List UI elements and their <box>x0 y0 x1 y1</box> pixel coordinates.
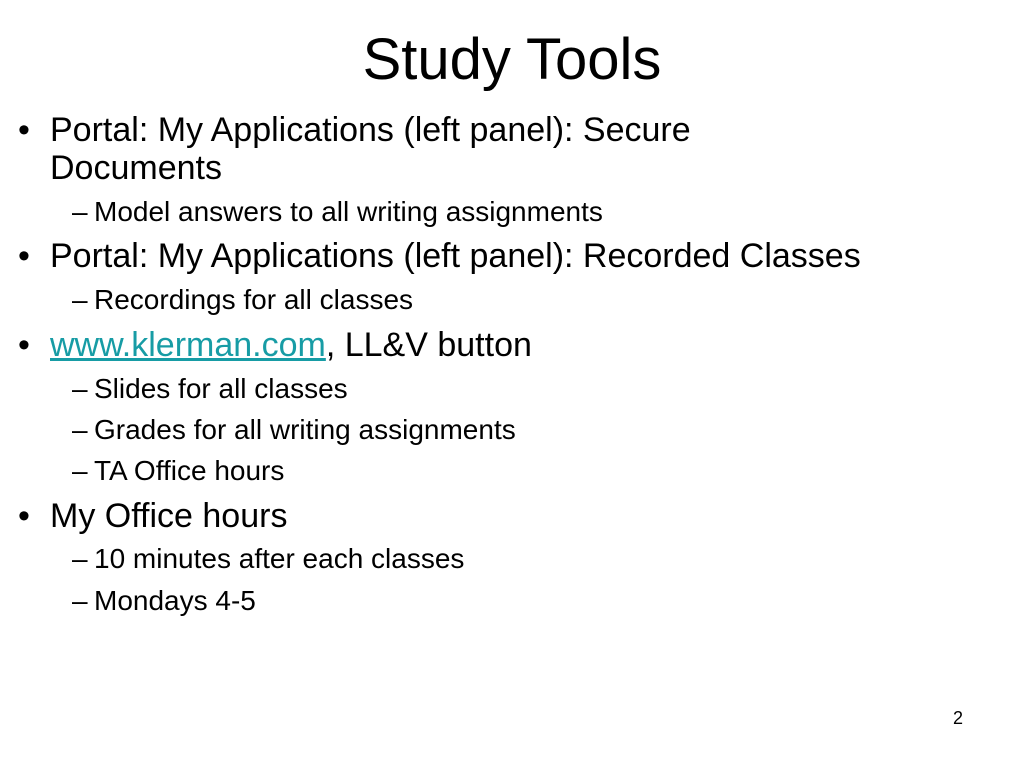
bullet-my-office-hours <box>18 497 288 535</box>
bullet-marker: • <box>18 326 30 364</box>
bullet-secure-documents-continued <box>50 149 222 187</box>
sub-bullet-mondays <box>72 585 256 617</box>
sub-bullet-grades <box>72 414 516 446</box>
klerman-link[interactable]: www.klerman.com <box>50 326 326 364</box>
sub-bullet-marker: – <box>72 373 88 404</box>
bullet-marker: • <box>18 237 30 275</box>
sub-bullet-text: Mondays 4-5 <box>94 585 256 616</box>
sub-bullet-marker: – <box>72 196 88 227</box>
bullet-secure-documents <box>18 111 691 149</box>
bullet-marker: • <box>18 111 30 149</box>
sub-bullet-text: Slides for all classes <box>94 373 348 404</box>
sub-bullet-text: Recordings for all classes <box>94 284 414 315</box>
bullet-klerman-link <box>18 326 532 364</box>
bullet-text: Portal: My Applications (left panel): Recorded Classes <box>50 237 861 275</box>
sub-bullet-text: Model answers to all writing assignments <box>94 196 603 227</box>
bullet-text: , LL&V button <box>325 326 532 364</box>
slide-title: Study Tools <box>362 27 662 92</box>
bullet-marker: • <box>18 497 30 535</box>
sub-bullet-after-classes <box>72 543 465 575</box>
sub-bullet-marker: – <box>72 455 88 486</box>
sub-bullet-marker: – <box>72 284 88 315</box>
sub-bullet-model-answers <box>72 196 603 228</box>
bullet-recorded-classes <box>18 237 861 275</box>
sub-bullet-marker: – <box>72 414 88 445</box>
sub-bullet-ta-office-hours <box>72 455 285 487</box>
sub-bullet-text: TA Office hours <box>94 455 285 486</box>
sub-bullet-text: 10 minutes after each classes <box>94 543 465 574</box>
sub-bullet-slides <box>72 373 348 405</box>
bullet-text: Portal: My Applications (left panel): Secure <box>50 111 691 149</box>
sub-bullet-marker: – <box>72 543 88 574</box>
bullet-text: My Office hours <box>50 497 288 535</box>
bullet-text: Documents <box>50 149 222 187</box>
sub-bullet-recordings <box>72 284 414 316</box>
sub-bullet-marker: – <box>72 585 88 616</box>
page-number: 2 <box>952 708 963 728</box>
sub-bullet-text: Grades for all writing assignments <box>94 414 516 445</box>
